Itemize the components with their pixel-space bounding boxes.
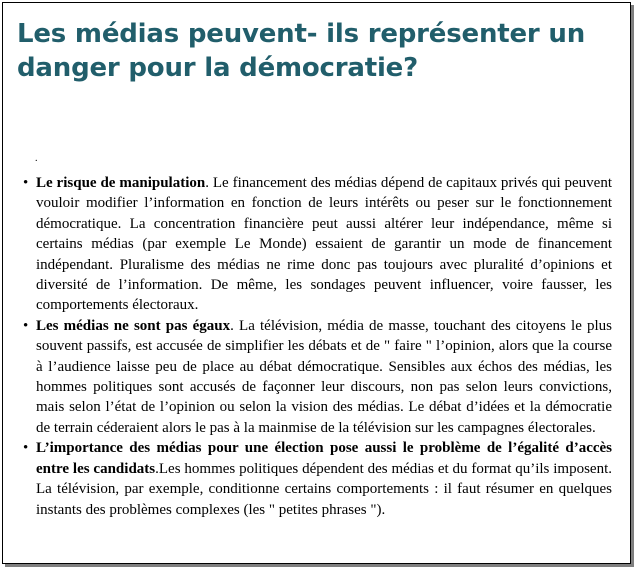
bullet-item-manipulation: [23, 173, 612, 316]
bullet-icon: •: [23, 440, 29, 457]
item-heading: Le risque de manipulation: [36, 175, 206, 191]
item-body: . La télévision, média de masse, touchant des citoyens le plus souvent passifs, est accusée de simplifier les débats et de " faire " l’opinion, alors que la course à l’audience laisse peu de place au débat démocratique. Sensibles aux échos des médias, les hommes politiques sont accusés de façonner leur discours, non pas selon leurs convictions, mais selon l’état de l’opinion ou selon la vision des médias. Le débat d’idées et la démocratie de terrain céderaient alors le pas à la mainmise de la télévision sur les campagnes électorales.: [36, 317, 613, 436]
bullet-icon: •: [23, 175, 29, 191]
bullet-item-media-inequality: [23, 316, 612, 438]
item-heading: Les médias ne sont pas égaux: [36, 317, 231, 334]
bullet-icon: •: [23, 317, 29, 334]
item-body: . Le financement des médias dépend de capitaux privés qui peuvent vouloir modifier l’information en fonction de leurs intérêts ou peser sur le fonctionnement démocratique. La concentration financière peut aussi altérer leur indépendance, même si certains médias (par exemple Le Monde) essaient de garantir un mode de financement indépendant. Pluralisme des médias ne rime donc pas toujours avec pluralité d’opinions et diversité de l’information. De même, les sondages peuvent influencer, voire fausser, les comportements électoraux.: [36, 175, 612, 314]
bullet-item-equal-access: [23, 438, 612, 520]
slide-frame: [2, 2, 631, 564]
slide-title: Les médias peuvent- ils représenter un danger pour la démocratie?: [17, 19, 586, 83]
bullet-list: [23, 173, 612, 520]
stray-dot: .: [35, 153, 38, 164]
item-body: .Les hommes politiques dépendent des médias et du format qu’ils imposent. La télévision, par exemple, conditionne certains comportements : il faut résumer en quelques instants des problèmes complexes (les " petites phrases ").: [36, 460, 613, 518]
item-heading: L’importance des médias pour une élection pose aussi le problème de l’égalité d’accès entre les candidats: [36, 440, 612, 477]
